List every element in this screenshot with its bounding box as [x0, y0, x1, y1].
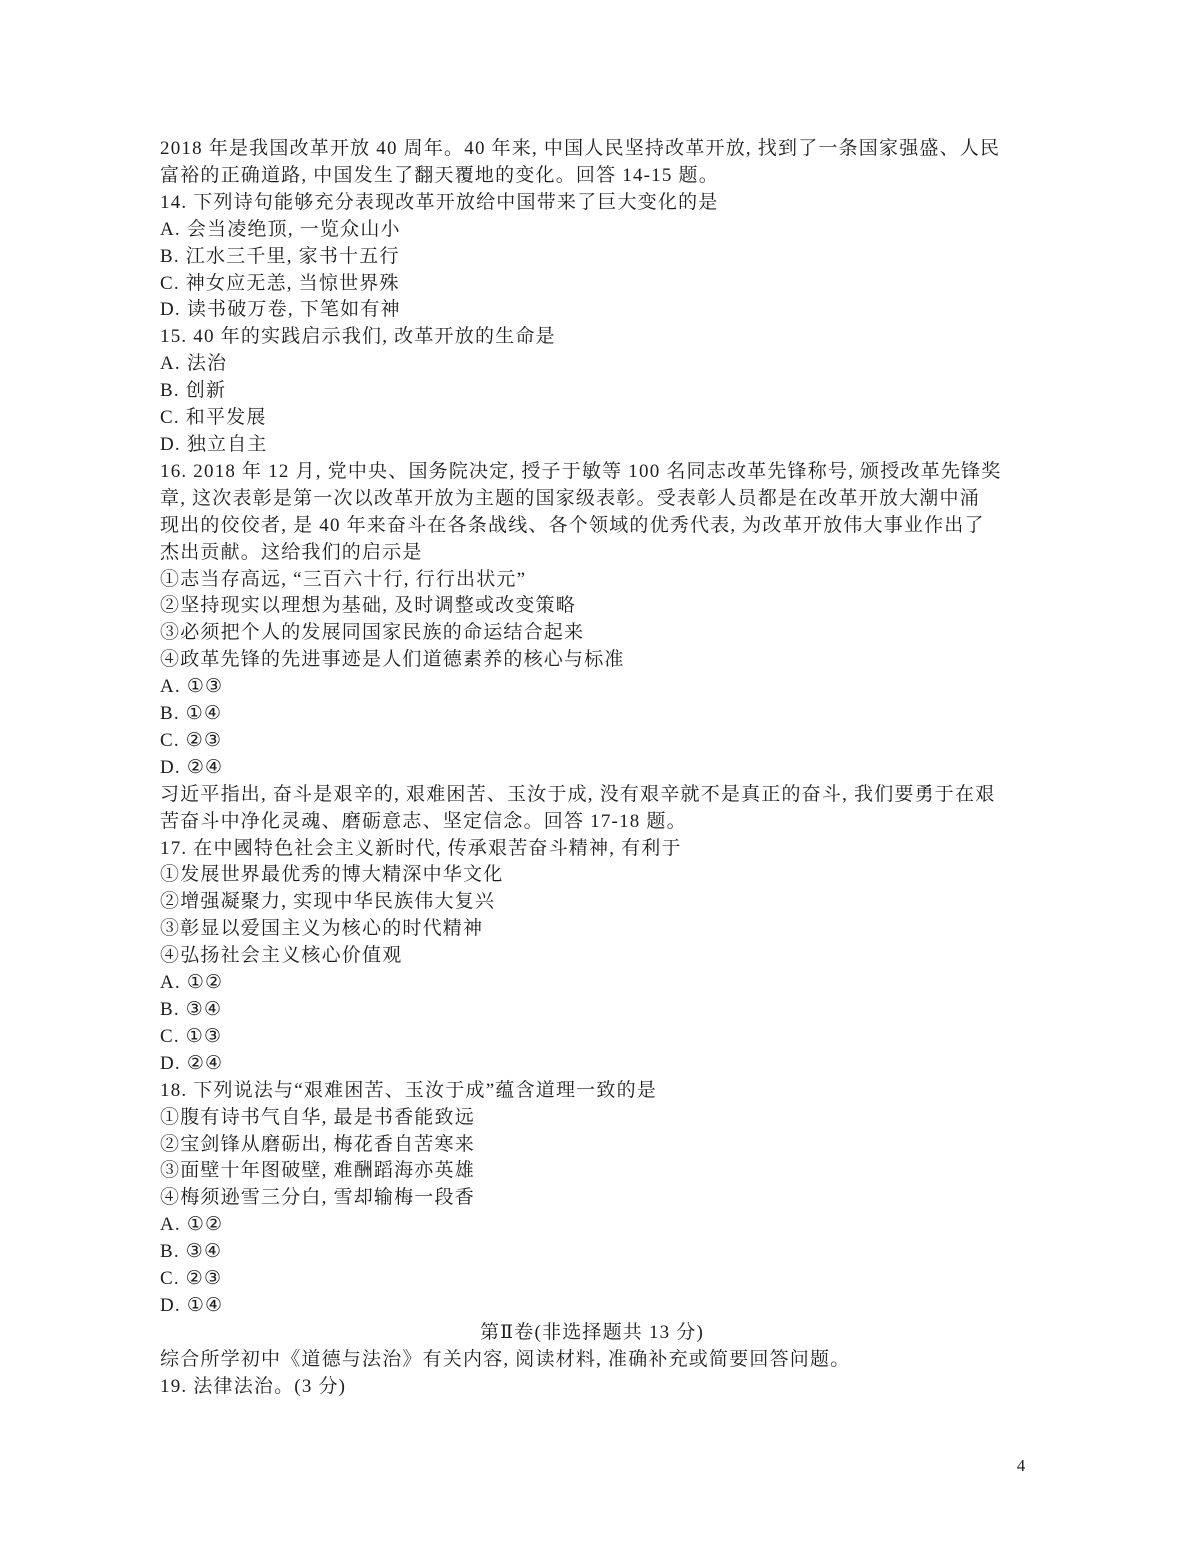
text-line-statement: ④弘扬社会主义核心价值观 [160, 945, 403, 967]
text-line-statement: ①腹有诗书气自华, 最是书香能致远 [160, 1106, 475, 1128]
text-line-option: C. ①③ [160, 1025, 223, 1047]
text-line-question-stem: 19. 法律法治。(3 分) [160, 1375, 347, 1397]
text-line-statement: ②坚持现实以理想为基础, 及时调整或改变策略 [160, 595, 576, 617]
page-number: 4 [1016, 1456, 1026, 1475]
text-line-question-stem: 17. 在中國特色社会主义新时代, 传承艰苦奋斗精神, 有利于 [160, 837, 682, 859]
text-line-intro-paragraph: 习近平指出, 奋斗是艰辛的, 艰难困苦、玉汝于成, 没有艰辛就不是真正的奋斗, 我们要勇于在艰 [160, 783, 996, 805]
text-line-statement: ③必须把个人的发展同国家民族的命运结合起来 [160, 622, 585, 644]
text-line-question-stem: 现出的佼佼者, 是 40 年来奋斗在各条战线、各个领域的优秀代表, 为改革开放伟大事业作出了 [160, 514, 985, 536]
text-line-option: A. ①② [160, 1214, 224, 1236]
text-line-option: D. ②④ [160, 756, 224, 778]
text-line-intro-paragraph: 苦奋斗中净化灵魂、磨砺意志、坚定信念。回答 17-18 题。 [160, 810, 687, 832]
text-line-option: C. 神女应无恙, 当惊世界殊 [160, 272, 400, 294]
text-line-question-stem: 章, 这次表彰是第一次以改革开放为主题的国家级表彰。受表彰人员都是在改革开放大潮中涌 [160, 487, 980, 509]
text-line-option: C. ②③ [160, 729, 223, 751]
text-line-question-stem: 杰出贡献。这给我们的启示是 [160, 541, 423, 563]
text-line-option: D. 读书破万卷, 下笔如有神 [160, 299, 401, 321]
text-line-option: C. ②③ [160, 1268, 223, 1290]
text-line-option: C. 和平发展 [160, 407, 267, 429]
text-line-option: A. 法治 [160, 353, 228, 375]
text-line-statement: ②增强凝聚力, 实现中华民族伟大复兴 [160, 891, 496, 913]
text-line-statement: ③彰显以爱国主义为核心的时代精神 [160, 918, 484, 940]
text-line-question-stem: 15. 40 年的实践启示我们, 改革开放的生命是 [160, 326, 556, 348]
text-line-question-stem: 16. 2018 年 12 月, 党中央、国务院决定, 授子于敏等 100 名同志改革先锋称号, 颁授改革先锋奖 [160, 460, 1002, 482]
text-line-statement: ①志当存高远, “三百六十行, 行行出状元” [160, 568, 527, 590]
text-line-statement: ④政革先锋的先进事迹是人们道德素养的核心与标准 [160, 649, 625, 671]
text-line-option: B. 创新 [160, 380, 227, 402]
text-line-option: D. 独立自主 [160, 433, 268, 455]
text-line-option: A. ①② [160, 972, 224, 994]
text-line-statement: ③面壁十年图破壁, 难酬蹈海亦英雄 [160, 1160, 475, 1182]
text-line-intro-paragraph: 2018 年是我国改革开放 40 周年。40 年来, 中国人民坚持改革开放, 找到了一条国家强盛、人民 [160, 138, 1001, 159]
text-line-option: B. ③④ [160, 1241, 223, 1263]
text-line-intro-paragraph: 富裕的正确道路, 中国发生了翻天覆地的变化。回答 14-15 题。 [160, 164, 719, 186]
text-block [160, 136, 1024, 1401]
section-title: 第Ⅱ卷(非选择题共 13 分) [479, 1321, 705, 1343]
text-line-question-stem: 18. 下列说法与“艰难困苦、玉汝于成”蕴含道理一致的是 [160, 1079, 657, 1101]
text-line-statement: ④梅须逊雪三分白, 雪却输梅一段香 [160, 1187, 475, 1209]
text-line-option: A. 会当凌绝顶, 一览众山小 [160, 218, 401, 240]
text-line-option: B. 江水三千里, 家书十五行 [160, 245, 400, 267]
text-line-option: D. ①④ [160, 1294, 224, 1316]
text-line-option: D. ②④ [160, 1052, 224, 1074]
text-line-option: B. ①④ [160, 703, 223, 725]
text-line-statement: ①发展世界最优秀的博大精深中华文化 [160, 864, 504, 886]
text-line-option: A. ①③ [160, 676, 224, 698]
text-line-statement: ②宝剑锋从磨砺出, 梅花香自苦寒来 [160, 1133, 475, 1155]
text-line-option: B. ③④ [160, 999, 223, 1020]
text-line-question-stem: 14. 下列诗句能够充分表现改革开放给中国带来了巨大变化的是 [160, 191, 719, 213]
text-line-instruction: 综合所学初中《道德与法治》有关内容, 阅读材料, 准确补充或简要回答问题。 [160, 1348, 851, 1370]
